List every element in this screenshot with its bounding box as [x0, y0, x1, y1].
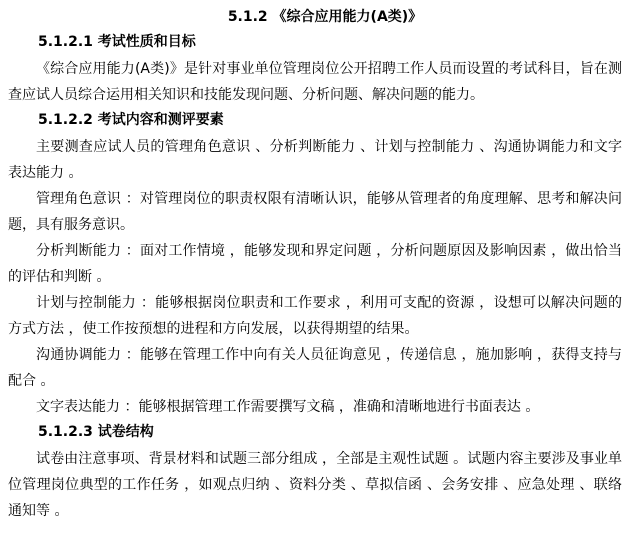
section-content-and-elements	[8, 108, 624, 420]
paragraph: 试卷由注意事项、背景材料和试题三部分组成 ，全部是主观性试题 。试题内容主要涉及事业单位管理岗位典型的工作任务 ，如观点归纳 、资料分类 、草拟信函 、会务安排 、应急处理 、联络通知等 。	[8, 451, 622, 519]
section-paper-structure	[8, 420, 624, 524]
paragraph: 主要测查应试人员的管理角色意识 、分析判断能力 、计划与控制能力 、沟通协调能力和文字表达能力 。	[8, 139, 622, 181]
paragraph: 计划与控制能力 ：能够根据岗位职责和工作要求 ，利用可支配的资源 ，设想可以解决问题的方式方法 ，使工作按预想的进程和方向发展，以获得期望的结果。	[8, 295, 622, 337]
paragraph: 《综合应用能力(A类)》是针对事业单位管理岗位公开招聘工作人员而设置的考试科目，旨在测查应试人员综合运用相关知识和技能发现问题、分析问题、解决问题的能力。	[8, 61, 622, 103]
paragraph: 沟通协调能力 ：能够在管理工作中向有关人员征询意见 ，传递信息 ，施加影响 ，获得支持与配合 。	[8, 347, 622, 389]
paragraph: 管理角色意识 ：对管理岗位的职责权限有清晰认识，能够从管理者的角度理解、思考和解决问题，具有服务意识。	[8, 191, 622, 233]
section-heading: 5.1.2.3 试卷结构	[38, 424, 154, 440]
section-nature-and-goal	[8, 30, 624, 108]
section-heading: 5.1.2.1 考试性质和目标	[38, 34, 196, 50]
section-heading: 5.1.2.2 考试内容和测评要素	[38, 112, 224, 128]
paragraph: 文字表达能力 ：能够根据管理工作需要撰写文稿 ，准确和清晰地进行书面表达 。	[36, 399, 540, 415]
document-title: 5.1.2 《综合应用能力(A类)》	[227, 9, 423, 25]
paragraph: 分析判断能力 ：面对工作情境 ，能够发现和界定问题 ，分析问题原因及影响因素 ，做出恰当的评估和判断 。	[8, 243, 622, 285]
